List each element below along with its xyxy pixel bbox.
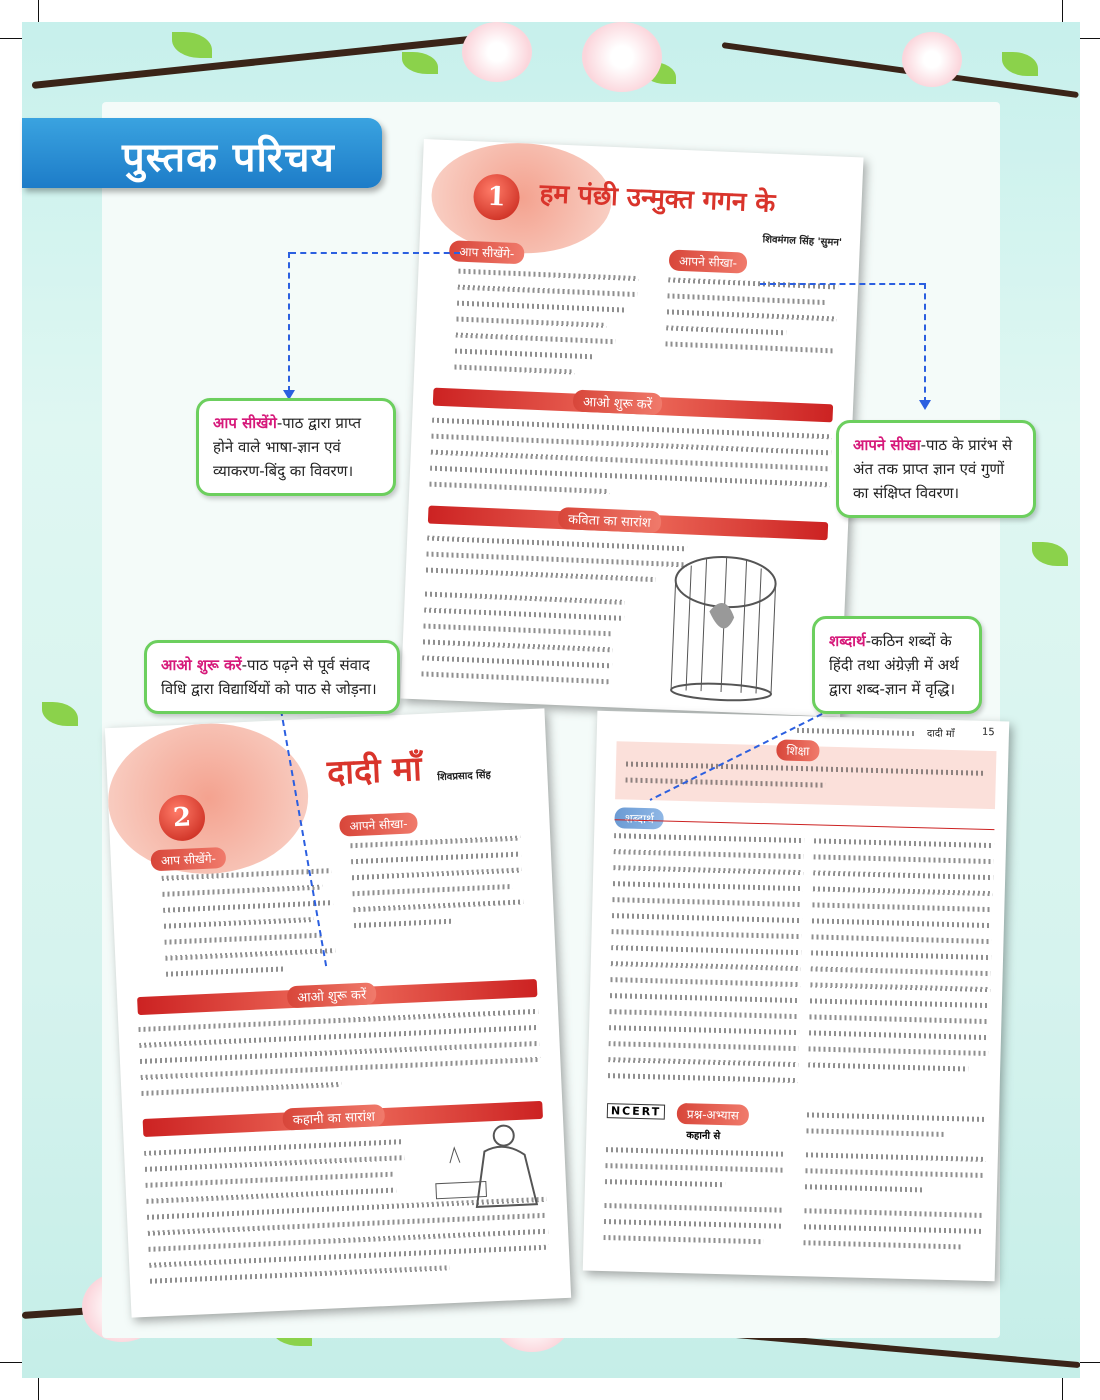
callout-text: -पाठ पढ़ने से पूर्व संवाद विधि द्वारा विद्यार्थियों को पाठ से जोड़ना। — [161, 656, 377, 698]
text-line — [166, 966, 286, 976]
chapter-author: शिवमंगल सिंह 'सुमन' — [762, 234, 843, 249]
text-line — [811, 950, 991, 960]
callout-aapne-seekha — [836, 420, 1036, 518]
text-line — [458, 285, 638, 298]
text-line — [612, 929, 802, 939]
text-line — [612, 913, 802, 923]
text-line — [814, 838, 994, 848]
page-chapter-1 — [400, 139, 863, 717]
section-heading: आओ शुरू करें — [287, 982, 377, 1008]
text-line — [163, 900, 333, 913]
blossom — [582, 22, 662, 92]
text-line — [351, 852, 521, 865]
text-line — [141, 1082, 341, 1096]
text-line — [458, 269, 638, 282]
text-line — [354, 919, 454, 929]
text-line — [427, 536, 687, 552]
text-line — [610, 993, 800, 1003]
text-line — [810, 998, 990, 1008]
blossom — [462, 22, 532, 82]
running-header: दादी माँ — [926, 728, 955, 741]
text-line — [145, 1155, 405, 1172]
text-line — [667, 293, 827, 305]
text-line — [429, 482, 609, 495]
grandmother-illustration — [423, 1119, 547, 1214]
text-line — [605, 1163, 785, 1173]
text-line — [611, 961, 801, 971]
text-line — [353, 899, 523, 912]
tab-aap-seekhenge: आप सीखेंगे- — [449, 240, 525, 264]
text-line — [424, 607, 624, 620]
text-line — [456, 333, 616, 345]
text-line — [604, 1219, 784, 1229]
text-line — [809, 1014, 989, 1024]
text-line — [614, 849, 804, 859]
leaf — [1032, 542, 1068, 566]
text-line — [150, 1265, 450, 1284]
chapter-number: 2 — [158, 794, 206, 842]
text-line — [812, 918, 992, 928]
text-line — [613, 865, 803, 875]
callout-text: -पाठ के प्रारंभ से अंत तक प्राप्त ज्ञान एवं गुणों का संक्षिप्त विवरण। — [853, 436, 1013, 502]
text-line — [804, 1208, 984, 1218]
section-title: पुस्तक परिचय — [122, 135, 335, 181]
callout-aao-shuru-karen — [144, 640, 400, 714]
birdcage-illustration — [651, 549, 797, 705]
callout-term: आप सीखेंगे — [213, 414, 277, 432]
prashn-abhyas-tag: प्रश्न-अभ्यास — [677, 1103, 750, 1126]
text-line — [806, 1128, 946, 1137]
sub-heading: कहानी से — [686, 1130, 721, 1143]
tab-aap-seekhenge: आप सीखेंगे- — [150, 847, 226, 871]
callout-term: आपने सीखा — [853, 436, 921, 454]
leaf — [172, 32, 212, 58]
page-number: 15 — [981, 726, 995, 739]
arrow-down-icon — [919, 400, 931, 410]
text-line — [809, 1030, 989, 1040]
text-line — [665, 341, 835, 353]
connector-line — [290, 252, 460, 254]
page-chapter-2 — [105, 708, 571, 1317]
section-heading: कहानी का सारांश — [282, 1104, 385, 1131]
text-line — [613, 881, 803, 891]
chapter-author: शिवप्रसाद सिंह — [437, 769, 492, 784]
text-line — [608, 1073, 798, 1083]
text-line — [423, 623, 613, 636]
text-line — [614, 833, 804, 843]
text-line — [611, 945, 801, 955]
text-line — [350, 836, 520, 849]
text-line — [814, 854, 994, 864]
chapter-title: हम पंछी उन्मुक्त गगन के — [539, 178, 776, 219]
text-line — [423, 639, 613, 652]
divider — [615, 819, 995, 830]
text-line — [666, 325, 786, 335]
text-line — [146, 1188, 396, 1204]
text-line — [426, 567, 656, 582]
text-line — [812, 902, 992, 912]
text-line — [612, 897, 802, 907]
text-line — [425, 591, 625, 604]
text-line — [426, 552, 686, 568]
text-line — [422, 655, 612, 668]
text-line — [144, 1139, 404, 1156]
text-line — [609, 1009, 799, 1019]
leaf — [42, 702, 78, 726]
section-header — [22, 118, 382, 188]
callout-text: -कठिन शब्दों के हिंदी तथा अंग्रेज़ी में अर्थ द्वारा शब्द-ज्ञान में वृद्धि। — [829, 632, 959, 698]
leaf — [1002, 52, 1038, 76]
text-line — [604, 1235, 764, 1244]
tab-aapne-seekha: आपने सीखा- — [669, 249, 748, 273]
text-line — [806, 1152, 986, 1162]
text-line — [811, 934, 991, 944]
connector-line — [288, 252, 290, 392]
text-line — [162, 885, 322, 897]
text-line — [805, 1168, 985, 1178]
blossom — [902, 32, 962, 87]
text-line — [455, 349, 595, 360]
text-line — [804, 1224, 984, 1234]
text-line — [604, 1203, 784, 1213]
text-line — [609, 1041, 799, 1051]
text-line — [421, 671, 611, 684]
section-heading: कविता का सारांश — [558, 507, 661, 533]
chapter-title: दादी माँ — [326, 748, 423, 794]
callout-shabdarth — [812, 616, 982, 714]
text-line — [610, 977, 800, 987]
text-line — [164, 917, 314, 929]
tab-aapne-seekha: आपने सीखा- — [339, 812, 418, 837]
text-line — [146, 1172, 396, 1188]
chapter-number: 1 — [473, 173, 521, 221]
text-line — [805, 1184, 925, 1192]
text-line — [813, 886, 993, 896]
text-line — [811, 966, 991, 976]
text-line — [165, 948, 335, 961]
text-line — [667, 309, 837, 321]
callout-text: -पाठ द्वारा प्राप्त होने वाले भाषा-ज्ञान एवं व्याकरण-बिंदु का विवरण। — [213, 414, 362, 480]
text-line — [813, 870, 993, 880]
text-line — [608, 1057, 798, 1067]
shabdarth-tag: शब्दार्थ — [614, 807, 664, 829]
connector-line — [640, 700, 850, 810]
text-line — [807, 1112, 987, 1122]
leaf — [402, 52, 438, 74]
section-heading: आओ शुरू करें — [573, 390, 663, 416]
connector-line — [924, 283, 926, 403]
text-line — [810, 982, 990, 992]
text-line — [165, 933, 325, 945]
callout-term: आओ शुरू करें — [161, 656, 242, 674]
text-line — [808, 1062, 968, 1071]
callout-term: शब्दार्थ — [829, 632, 866, 650]
ncert-label: NCERT — [607, 1103, 666, 1120]
text-line — [457, 301, 627, 313]
text-line — [606, 1147, 786, 1157]
text-line — [352, 868, 522, 881]
text-line — [454, 365, 574, 375]
shiksha-tag: शिक्षा — [776, 739, 820, 761]
text-line — [809, 1046, 989, 1056]
text-line — [609, 1025, 799, 1035]
text-line — [352, 884, 512, 896]
text-line — [605, 1179, 725, 1187]
text-line — [803, 1240, 963, 1249]
text-line — [456, 317, 606, 328]
connector-line — [760, 283, 925, 285]
callout-aap-seekhenge — [196, 398, 396, 496]
